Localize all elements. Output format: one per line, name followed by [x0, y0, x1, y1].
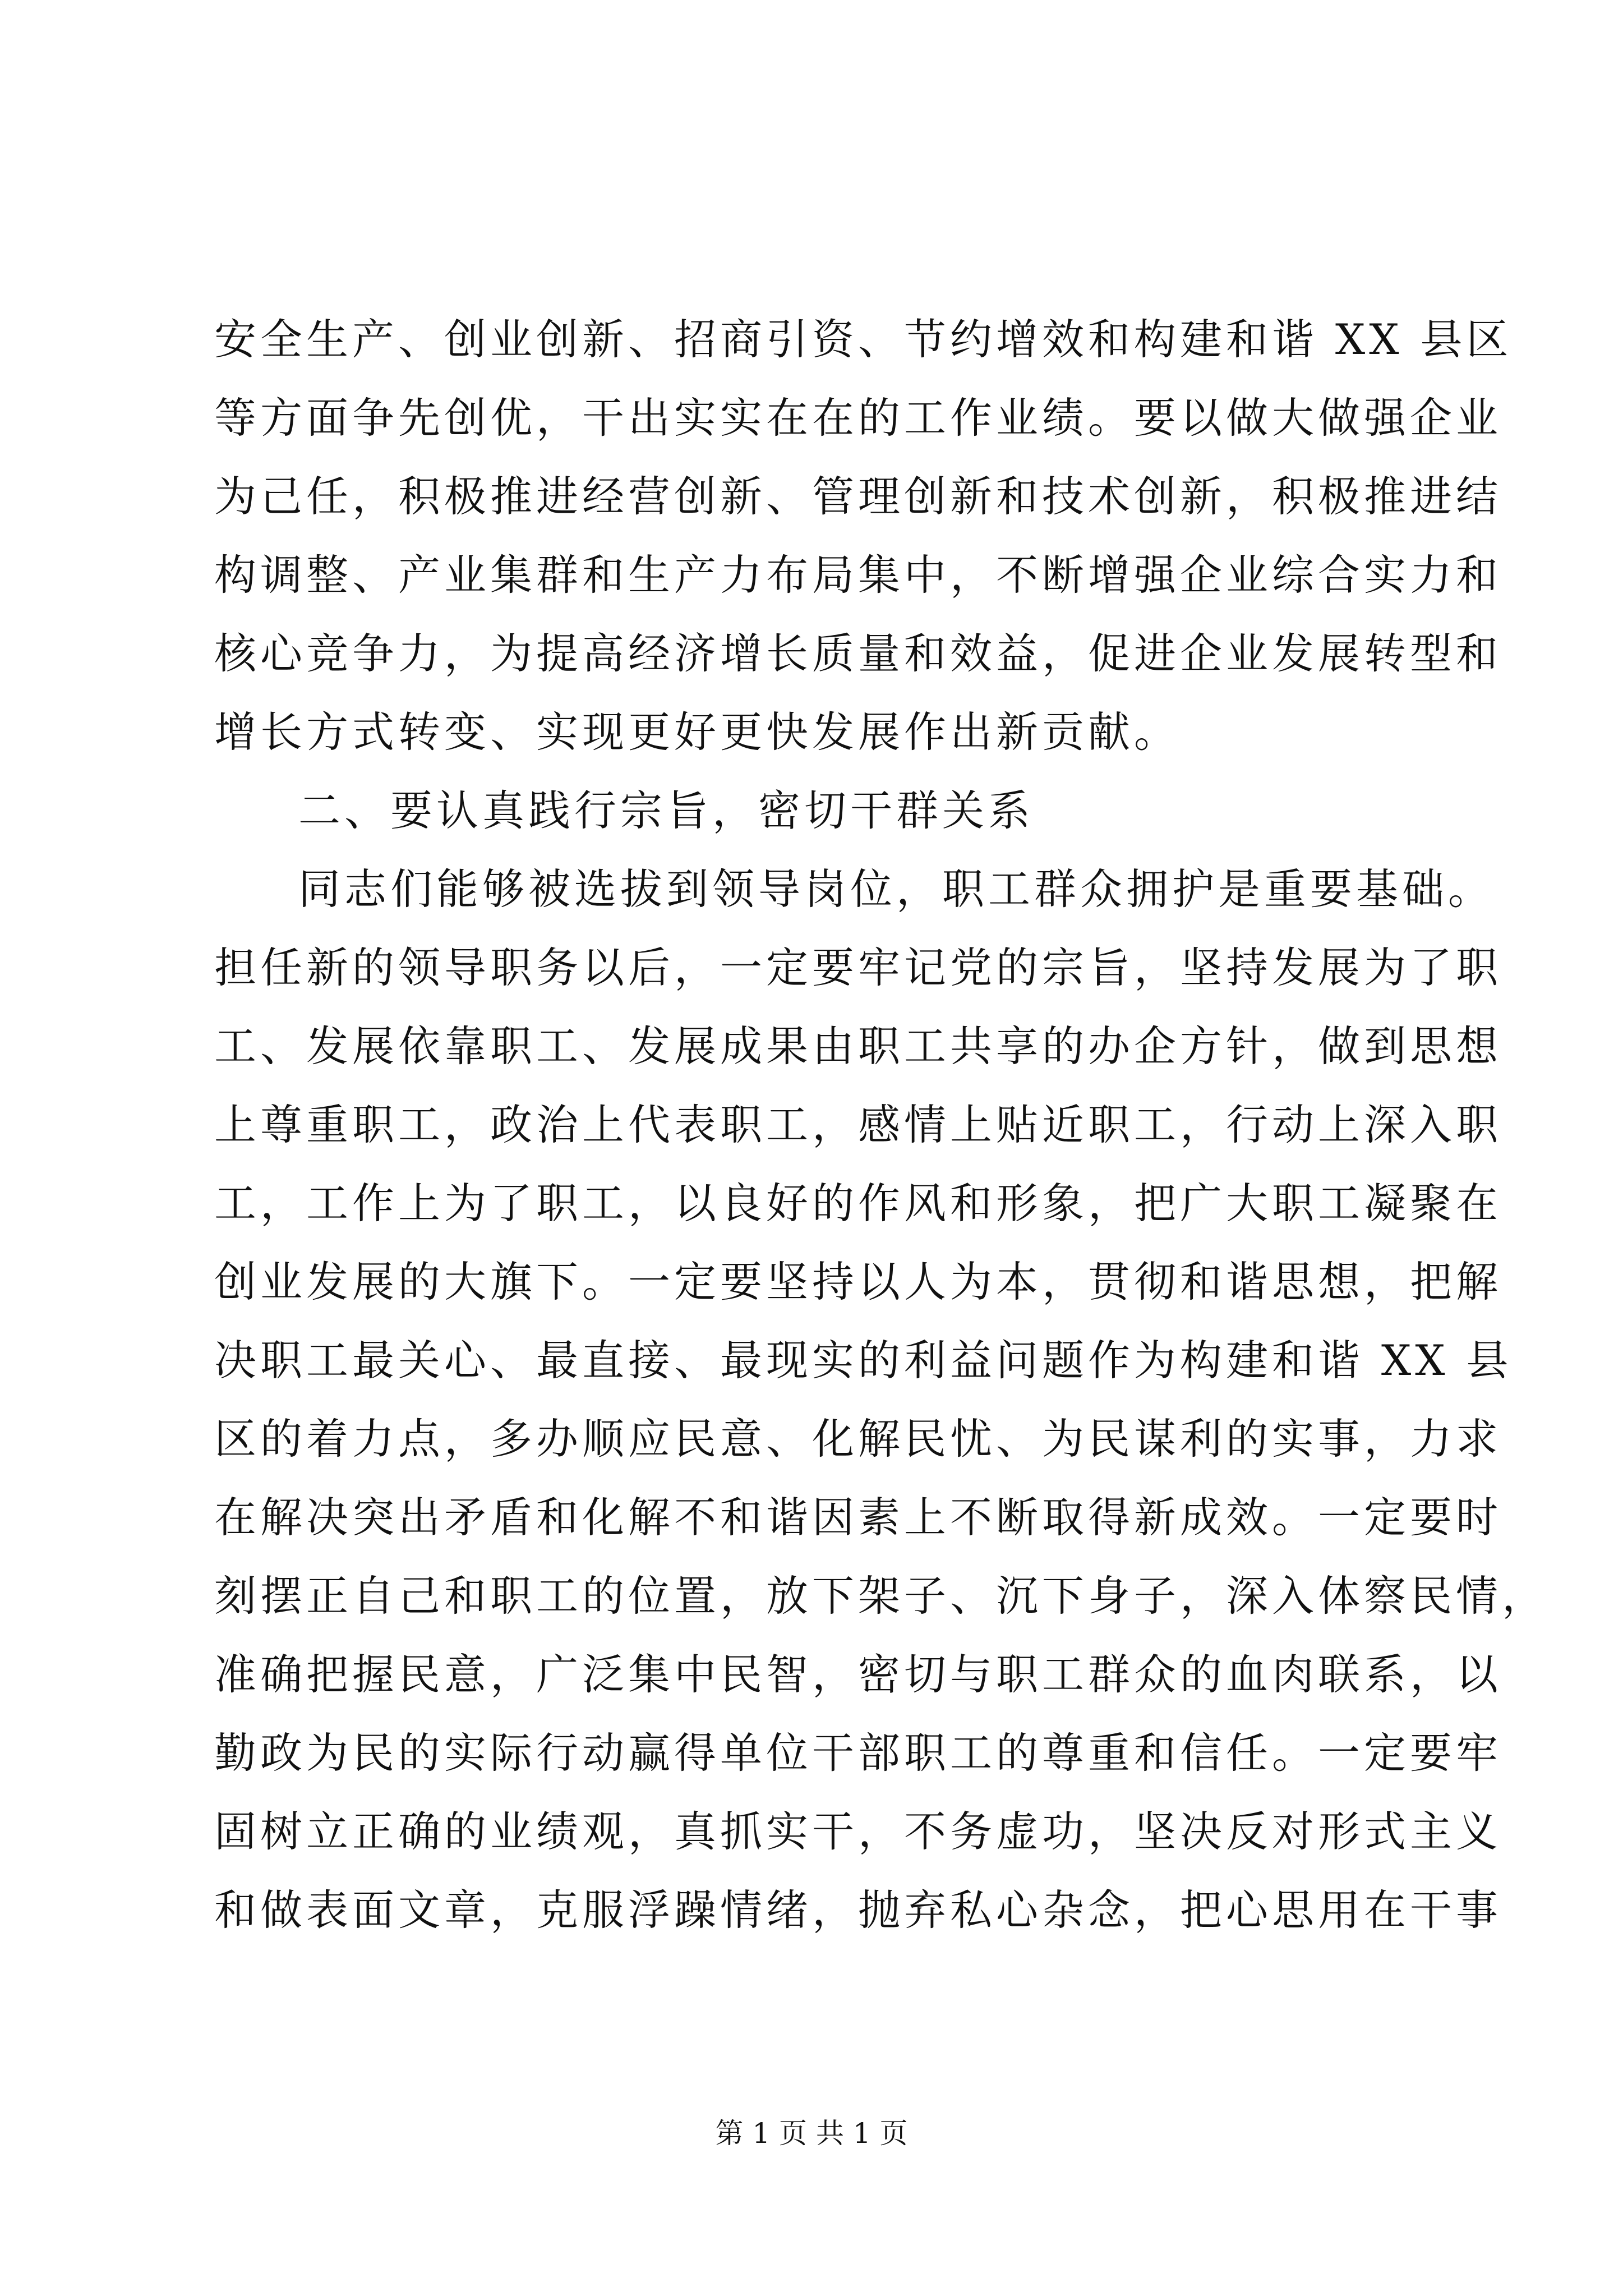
body-text-line: 上尊重职工，政治上代表职工，感情上贴近职工，行动上深入职 — [214, 1100, 1502, 1149]
body-text-line: 增长方式转变、实现更好更快发展作出新贡献。 — [214, 707, 1181, 757]
body-text-line: 固树立正确的业绩观，真抓实干，不务虚功，坚决反对形式主义 — [214, 1807, 1502, 1856]
page-number-footer: 第 1 页 共 1 页 — [715, 2117, 908, 2150]
body-text-line: 刻摆正自己和职工的位置，放下架子、沉下身子，深入体察民情， — [214, 1571, 1548, 1621]
body-text-line: 担任新的领导职务以后，一定要牢记党的宗旨，坚持发展为了职 — [214, 943, 1502, 992]
body-text-line: 创业发展的大旗下。一定要坚持以人为本，贯彻和谐思想，把解 — [214, 1257, 1502, 1306]
body-text-line: 核心竞争力，为提高经济增长质量和效益，促进企业发展转型和 — [214, 629, 1502, 678]
body-text-line: 安全生产、创业创新、招商引资、节约增效和构建和谐 XX 县区 — [214, 315, 1513, 364]
body-text-line: 和做表面文章，克服浮躁情绪，抛弃私心杂念，把心思用在干事 — [214, 1885, 1502, 1935]
body-text-line: 勤政为民的实际行动赢得单位干部职工的尊重和信任。一定要牢 — [214, 1728, 1502, 1778]
body-text-line: 决职工最关心、最直接、最现实的利益问题作为构建和谐 XX 县 — [214, 1336, 1513, 1385]
body-text-line: 准确把握民意，广泛集中民智，密切与职工群众的血肉联系，以 — [214, 1650, 1502, 1699]
body-text-line: 区的着力点，多办顺应民意、化解民忧、为民谋利的实事，力求 — [214, 1414, 1502, 1464]
body-text-line: 工、发展依靠职工、发展成果由职工共享的办企方针，做到思想 — [214, 1022, 1502, 1071]
body-text-line: 为己任，积极推进经营创新、管理创新和技术创新，积极推进结 — [214, 472, 1502, 521]
body-text-line: 在解决突出矛盾和化解不和谐因素上不断取得新成效。一定要时 — [214, 1493, 1502, 1542]
body-text-line: 工，工作上为了职工，以良好的作风和形象，把广大职工凝聚在 — [214, 1179, 1502, 1228]
body-text-line: 同志们能够被选拔到领导岗位，职工群众拥护是重要基础。 — [298, 864, 1495, 914]
body-text-line: 构调整、产业集群和生产力布局集中，不断增强企业综合实力和 — [214, 550, 1502, 600]
body-text-line: 等方面争先创优，干出实实在在的工作业绩。要以做大做强企业 — [214, 393, 1502, 443]
section-heading: 二、要认真践行宗旨，密切干群关系 — [298, 786, 1035, 835]
